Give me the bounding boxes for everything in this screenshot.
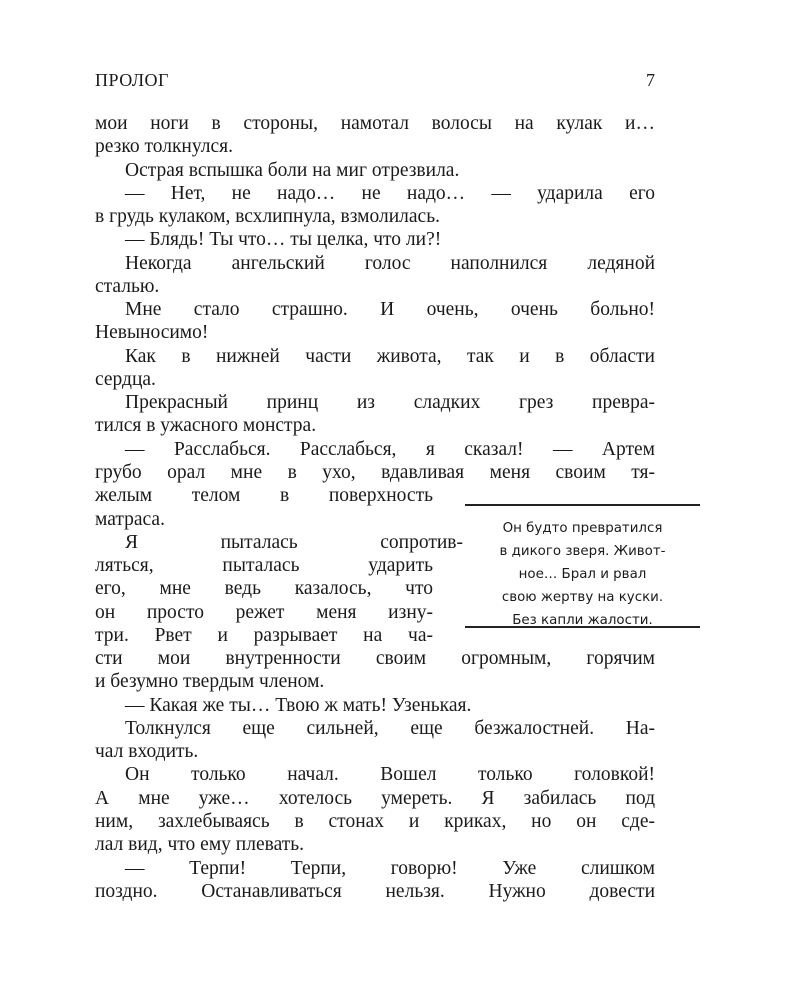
- text-line: резко толкнулся.: [95, 136, 233, 158]
- text-line: Мне стало страшно. И очень, очень больно!: [125, 299, 655, 321]
- text-line: Он только начал. Вошел только головкой!: [125, 764, 655, 786]
- text-line: чал входить.: [95, 741, 199, 763]
- text-line: три. Рвет и разрывает на ча-: [95, 624, 433, 646]
- text-line: он просто режет меня изну-: [95, 601, 433, 623]
- text-line: сти мои внутренности своим огромным, горячим: [95, 648, 655, 670]
- text-line: А мне уже… хотелось умереть. Я забилась под: [95, 787, 655, 809]
- text-line: Прекрасный принц из сладких грез превра-: [125, 392, 655, 414]
- pull-quote-line: свою жертву на куски.: [501, 590, 664, 605]
- text-line: — Терпи! Терпи, говорю! Уже слишком: [125, 857, 655, 879]
- text-line: и безумно твердым членом.: [95, 671, 325, 693]
- text-line: Невыносимо!: [95, 322, 209, 344]
- pull-quote-line: в дикого зверя. Живот-: [499, 544, 666, 559]
- running-header-chapter: ПРОЛОГ: [95, 70, 169, 90]
- text-line: тился в ужасного монстра.: [95, 415, 317, 437]
- pull-quote-line: Без капли жалости.: [512, 613, 653, 628]
- text-line: Я пыталась сопротив-: [125, 531, 463, 553]
- pull-quote-line: ное… Брал и рвал: [518, 567, 647, 582]
- text-line: Некогда ангельский голос наполнился ледяной: [125, 252, 655, 274]
- text-line: ляться, пыталась ударить: [95, 555, 433, 577]
- text-line: матраса.: [95, 508, 165, 530]
- text-line: Острая вспышка боли на миг отрезвила.: [125, 159, 460, 181]
- text-line: Как в нижней части живота, так и в области: [125, 345, 655, 367]
- text-line: грубо орал мне в ухо, вдавливая меня своим тя-: [95, 461, 655, 483]
- text-line: Толкнулся еще сильней, еще безжалостней. На-: [125, 717, 655, 739]
- text-line: — Блядь! Ты что… ты целка, что ли?!: [125, 229, 442, 251]
- text-line: желым телом в поверхность: [95, 485, 433, 507]
- text-line: — Нет, не надо… не надо… — ударила его: [125, 182, 655, 204]
- pull-quote-line: Он будто превратился: [502, 521, 663, 536]
- page-number: 7: [646, 70, 655, 90]
- text-line: ним, захлебываясь в стонах и криках, но он сде-: [95, 810, 655, 832]
- text-line: — Какая же ты… Твою ж мать! Узенькая.: [125, 694, 472, 716]
- text-line: в грудь кулаком, всхлипнула, взмолилась.: [95, 206, 440, 228]
- text-line: поздно. Останавливаться нельзя. Нужно довести: [95, 880, 655, 902]
- text-line: сердца.: [95, 368, 156, 390]
- text-line: лал вид, что ему плевать.: [95, 834, 305, 856]
- text-line: — Расслабься. Расслабься, я сказал! — Артем: [125, 438, 655, 460]
- text-line: сталью.: [95, 275, 160, 297]
- pull-quote: [465, 504, 700, 628]
- text-line: его, мне ведь казалось, что: [95, 578, 433, 600]
- text-line: мои ноги в стороны, намотал волосы на кулак и…: [95, 113, 655, 134]
